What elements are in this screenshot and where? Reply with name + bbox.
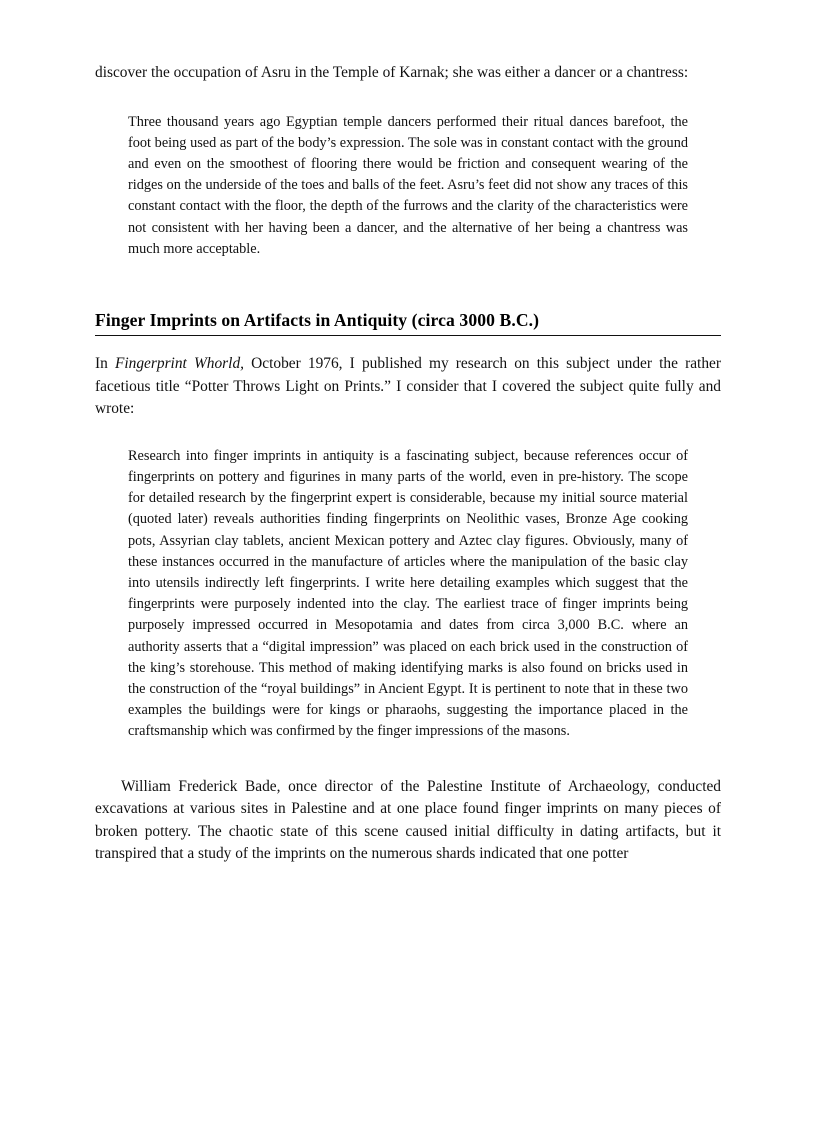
lead-paragraph bbox=[95, 353, 721, 421]
spacer bbox=[95, 85, 721, 112]
lead-paragraph-after-italic: October 1976, I published my research on this subject under the rather facetious title “Potter Throws Light on Prints.” I consider that I covered the subject quite fully and wrote: bbox=[95, 355, 721, 418]
intro-paragraph: discover the occupation of Asru in the Temple of Karnak; she was either a dancer or a chantress: bbox=[95, 64, 689, 81]
blockquote-finger-imprints-research: Research into finger imprints in antiquity is a fascinating subject, because references occur of fingerprints on pottery and figurines in many parts of the world, even in pre-history. The scope for detailed research by the fingerprint expert is considerable, because my initial source material (quoted later) reveals authorities finding fingerprints on Neolithic vases, Bronze Age cooking pots, Assyrian clay tablets, ancient Mexican pottery and Aztec clay figures. Obviously, many of these instances occurred in the manufacture of articles where the manipulation of the basic clay into utensils indirectly left fingerprints. I write here detailing examples which suggest that the fingerprints were purposely indented into the clay. The earliest trace of finger imprints being purposely impressed occurred in Mesopotamia and dates from circa 3,000 B.C. where an authority asserts that a “digital impression” was placed on each brick used in the construction of the king’s storehouse. This method of making identifying marks is also found on bricks used in the construction of the “royal buildings” in Ancient Egypt. It is pertinent to note that in these two examples the buildings were for kings or pharaohs, suggesting the importance placed in the craftsmanship which was confirmed by the finger impressions of the masons. bbox=[128, 447, 688, 740]
spacer bbox=[95, 743, 721, 776]
journal-title-italic: Fingerprint Whorld, bbox=[114, 355, 244, 373]
blockquote-asru-dancer: Three thousand years ago Egyptian temple dancers performed their ritual dances barefoot, the foot being used as part of the body’s expression. The sole was in constant contact with the ground and even on the smoothest of flooring there would be friction and consequent wearing of the ridges on the underside of the toes and balls of the feet. Asru’s feet did not show any traces of this constant contact with the floor, the depth of the furrows and the clarity of the characteristics were not consistent with her having been a dancer, and the alternative of her being a chantress was much more acceptable. bbox=[128, 113, 688, 257]
spacer bbox=[95, 421, 721, 446]
spacer bbox=[95, 260, 721, 309]
closing-paragraph: William Frederick Bade, once director of the Palestine Institute of Archaeology, conducted excavations at various sites in Palestine and at one place found finger imprints on many pieces of broken pottery. The chaotic state of this scene caused initial difficulty in dating artifacts, but it transpired that a study of the imprints on the numerous shards indicated that one potter bbox=[95, 777, 721, 863]
spacer bbox=[95, 336, 721, 353]
section-heading: Finger Imprints on Artifacts in Antiquity (circa 3000 B.C.) bbox=[95, 310, 540, 331]
lead-paragraph-before-italic: In bbox=[95, 355, 115, 373]
page-text-column bbox=[95, 62, 721, 866]
